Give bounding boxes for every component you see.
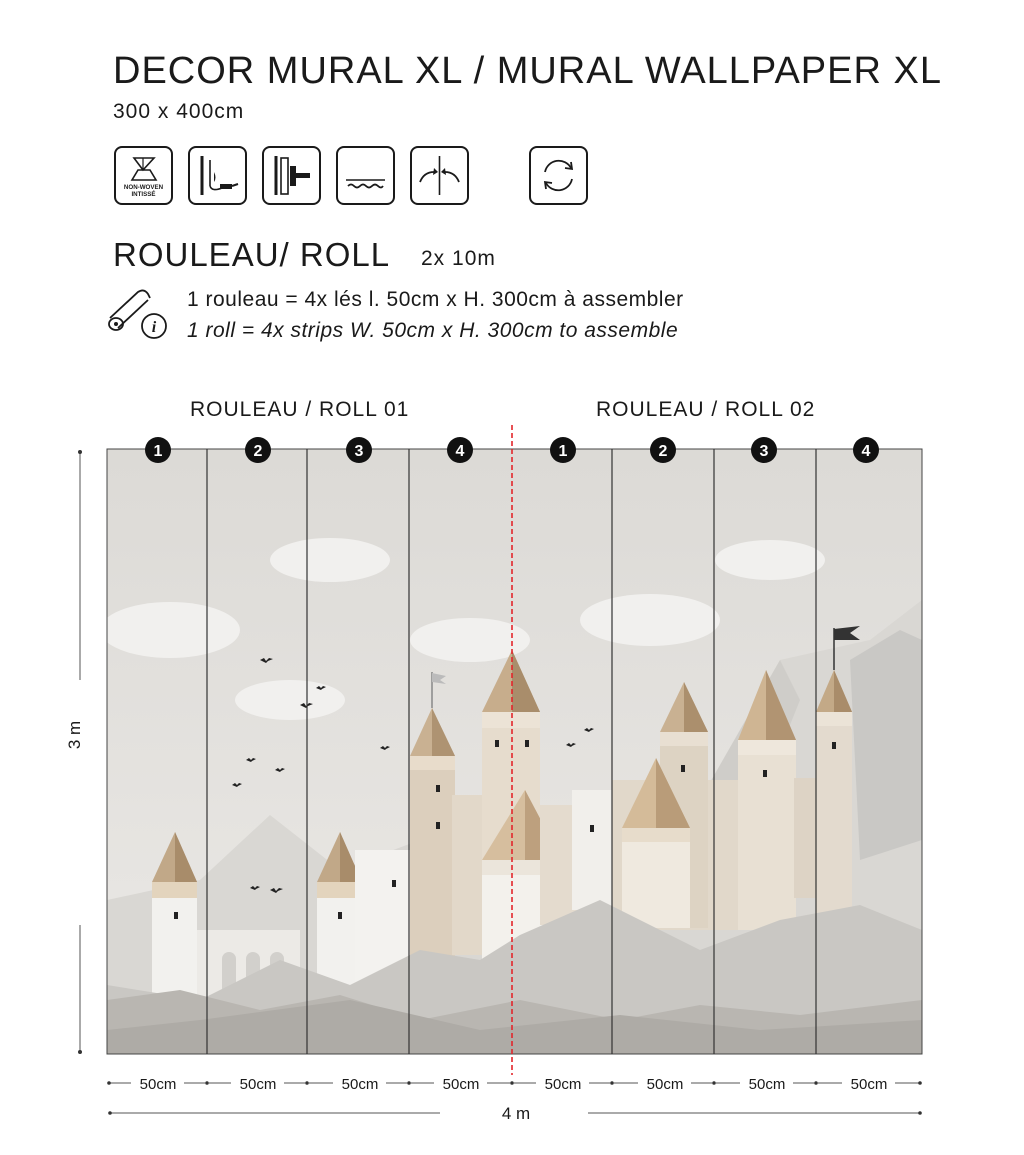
height-label: 3 m [65,720,84,750]
strip-number: 4 [861,443,871,460]
castle-scene [100,449,935,1054]
strip-width-label: 50cm [139,1076,177,1093]
roll-title: ROULEAU/ ROLL [113,236,391,273]
roll-info-en: 1 roll = 4x strips W. 50cm x H. 300cm to assemble [187,319,679,342]
svg-text:i: i [151,319,157,336]
strip-width-label: 50cm [239,1076,277,1093]
strip-badge [447,437,473,463]
strip-width-label: 50cm [748,1076,786,1093]
strip-number: 4 [455,443,465,460]
strip-badge [650,437,676,463]
roll-02-label: ROULEAU / ROLL 02 [596,398,816,421]
strip-width-label: 50cm [646,1076,684,1093]
strip-badge [346,437,372,463]
roll-info-fr: 1 rouleau = 4x lés l. 50cm x H. 300cm à assembler [187,288,684,311]
strip-width-label: 50cm [544,1076,582,1093]
strip-badge [751,437,777,463]
strip-number: 3 [759,443,769,460]
intisse-label: INTISSÉ [131,191,156,198]
non-woven-label: NON-WOVEN [123,184,164,191]
strip-badge [245,437,271,463]
mural-size: 300 x 400cm [113,100,245,123]
page-title: DECOR MURAL XL / MURAL WALLPAPER XL [113,50,942,92]
strip-number: 3 [354,443,364,460]
strip-width-label: 50cm [850,1076,888,1093]
strip-number: 1 [153,443,163,460]
height-dimension [65,450,84,1054]
strip-width-label: 50cm [341,1076,379,1093]
strip-badge [550,437,576,463]
width-dimensions [107,1076,922,1123]
strip-number: 2 [253,443,263,460]
roll-size: 2x 10m [421,247,496,270]
roll-01-label: ROULEAU / ROLL 01 [190,398,410,421]
strip-badge [853,437,879,463]
strip-number: 2 [658,443,668,460]
strip-width-label: 50cm [442,1076,480,1093]
strip-badge [145,437,171,463]
total-width-label: 4 m [501,1104,531,1123]
strip-number: 1 [558,443,568,460]
